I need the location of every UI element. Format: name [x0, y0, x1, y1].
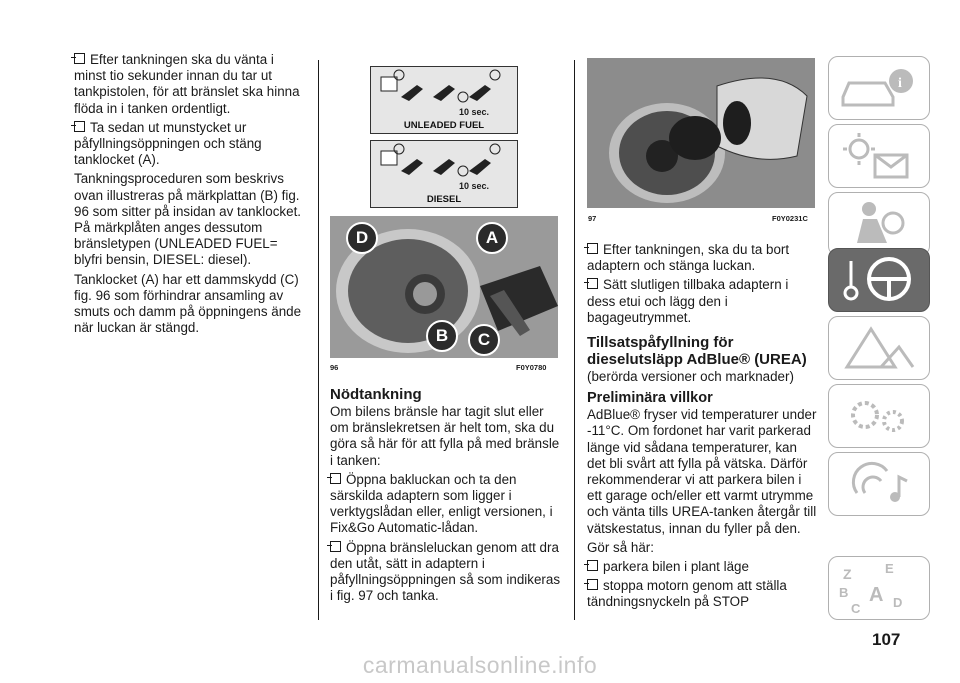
column-3	[587, 242, 819, 614]
index-letter: A	[869, 584, 884, 606]
plate-time: 10 sec.	[458, 181, 489, 191]
paragraph: Tanklocket (A) har ett dammskydd (C) fig. 96 som förhindrar ansamling av smuts och damm på öppningens ände när luckan är stängd.	[74, 271, 302, 336]
label-d-badge: D	[346, 222, 378, 254]
paragraph: Gör så här:	[587, 539, 654, 555]
tab-starting-driving[interactable]	[828, 248, 930, 312]
paragraph: Om bilens bränsle har tagit slut eller om bränslekretsen är helt tom, ska du göra så här för att fylla på med bränsle i tanken:	[330, 404, 560, 468]
index-letter: Z	[843, 566, 852, 582]
bullet-item: Öppna bakluckan och ta den särskilda adaptern som ligger i verktygslådan eller, enligt versionen, i Fix&Go Automatic-lådan.	[330, 471, 553, 536]
bullet-item: Sätt slutligen tillbaka adaptern i dess etui och lägg den i bagageutrymmet.	[587, 277, 789, 325]
plate-time: 10 sec.	[458, 107, 489, 117]
heading-emergency: Nödtankning	[330, 386, 422, 403]
car-info-icon	[829, 57, 929, 119]
label-a-badge: A	[476, 222, 508, 254]
figure-code: F0Y0780	[516, 363, 547, 372]
figure-number: 96	[330, 363, 339, 372]
adapter-illustration	[587, 58, 815, 208]
tab-warning-lights[interactable]	[828, 124, 930, 188]
bullet-icon	[330, 541, 341, 552]
fuel-plate-unleaded	[370, 66, 518, 134]
figure-code: F0Y0231C	[772, 214, 808, 223]
fuel-cap-photo	[330, 216, 558, 358]
bullet-icon	[74, 53, 85, 64]
bullet-icon	[587, 560, 598, 571]
bullet-icon	[587, 278, 598, 289]
bullet-icon	[330, 473, 341, 484]
airbag-seat-icon	[829, 193, 929, 255]
paragraph: AdBlue® fryser vid temperaturer under -11°C. Om fordonet har varit parkerad länge vid sådana temperaturer, kan det bli svårt att fylla på vätska. Därför rekommenderar vi att parkera bilen i ett garage och/eller ett varmt utrymme och vänta tills UREA-tanken återgår till vätskestatus, innan du fyller på den.	[587, 407, 817, 536]
bullet-icon	[74, 121, 85, 132]
adapter-photo	[587, 58, 815, 208]
tab-index[interactable]	[828, 556, 930, 620]
plate-label: DIESEL	[426, 194, 462, 205]
bullet-item: parkera bilen i plant läge	[587, 559, 819, 575]
heading-preliminary: Preliminära villkor	[587, 390, 713, 407]
column-divider	[318, 60, 319, 620]
road-warning-icon	[829, 317, 929, 379]
watermark: carmanualsonline.info	[362, 652, 598, 678]
service-gear-icon	[829, 385, 929, 447]
column-2	[330, 386, 562, 607]
tab-multimedia[interactable]	[828, 452, 930, 516]
figure-number: 97	[588, 214, 597, 223]
column-1	[74, 52, 306, 339]
warning-lights-icon	[829, 125, 929, 187]
tab-maintenance[interactable]	[828, 384, 930, 448]
index-letter: E	[885, 561, 894, 576]
index-letters-icon	[829, 557, 929, 619]
svg-text:i: i	[898, 76, 902, 91]
tab-safety[interactable]	[828, 192, 930, 256]
bullet-item: Efter tankningen, ska du ta bort adaptern och stänga luckan.	[587, 242, 790, 274]
bullet-item: Öppna bränsleluckan genom att dra den utåt, sätt in adaptern i påfyllningsöppningen så som indikeras i fig. 97 och tanka.	[330, 539, 561, 604]
bullet-item: Efter tankningen ska du vänta i minst tio sekunder innan du tar ut tankpistolen, för att bränslet ska hinna flöda in i tanken ordentligt.	[74, 52, 300, 116]
subheading-note: (berörda versioner och marknader)	[587, 369, 794, 385]
refuel-steps-icon	[371, 141, 517, 193]
index-letter: D	[893, 595, 903, 610]
refuel-steps-icon	[371, 67, 517, 119]
page-number: 107	[872, 630, 901, 649]
bullet-item: Ta sedan ut munstycket ur påfyllningsöppningen och stäng tanklocket (A).	[74, 119, 262, 168]
multimedia-icon	[829, 453, 929, 515]
key-steering-wheel-icon	[829, 249, 929, 311]
label-b-badge: B	[426, 320, 458, 352]
bullet-icon	[587, 243, 598, 254]
bullet-icon	[587, 579, 598, 590]
plate-label: UNLEADED FUEL	[403, 120, 485, 131]
paragraph: Tankningsproceduren som beskrivs ovan illustreras på märkplattan (B) fig. 96 som sitter på insidan av tanklocket. På märkplåten anges dessutom bränsletypen (UNLEADED FUEL= blyfri bensin, DIESEL: diesel).	[74, 171, 302, 268]
tab-emergency[interactable]	[828, 316, 930, 380]
index-letter: B	[839, 585, 849, 600]
bullet-item: stoppa motorn genom att ställa tändningsnyckeln på STOP	[587, 578, 787, 610]
heading-adblue: Tillsatspåfyllning för dieselutsläpp AdBlue® (UREA)	[587, 334, 807, 369]
fuel-plate-diesel	[370, 140, 518, 208]
index-letter: C	[851, 601, 861, 616]
column-divider	[574, 60, 575, 620]
label-c-badge: C	[468, 324, 500, 356]
tab-car-info[interactable]	[828, 56, 930, 120]
